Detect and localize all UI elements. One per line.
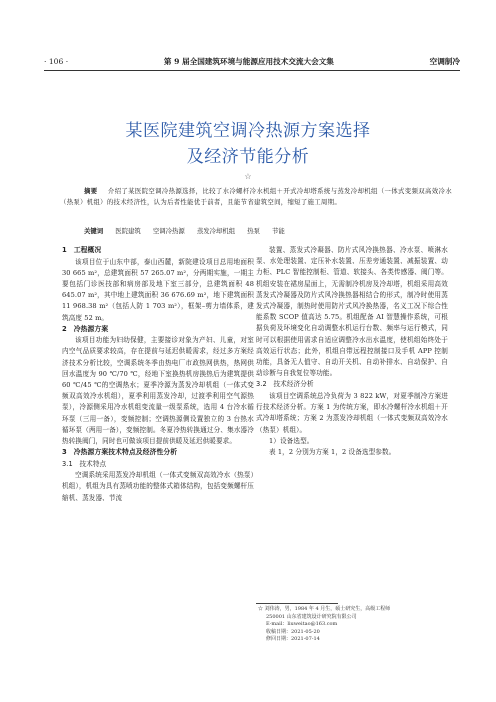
- footnote-author: ☆ 刘伟涛，男，1984 年 4 月生，硕士研究生，高级工程师: [258, 606, 391, 612]
- section-2-heading: 2 冷热源方案: [62, 324, 109, 333]
- keyword: 节能: [272, 227, 285, 235]
- section-name: 空调制冷: [429, 56, 460, 66]
- keyword: 医院建筑: [115, 227, 141, 235]
- right-column: [256, 245, 448, 458]
- section-1-paragraph: 该项目位于山东中部，泰山西麓，新院建设项目总用地面积 30 665 m²，总建筑面积 57 265.07 m²，分两期实施，一期主要包括门诊医技部和病房部及地下室三部分，总建筑面积 48 645.07 m²，其中地上建筑面积 36 676.69 m²，地下建筑面积 11 968.38 m²（包括人防 1 703 m²），框架–剪力墙体系，建筑高度 52 m。: [62, 257, 254, 322]
- footnote-rule: [256, 603, 338, 604]
- section-3-2-item: 1）设备选型。: [269, 436, 314, 445]
- abstract-label: 摘要: [84, 187, 98, 195]
- section-3-2-table-ref: 表 1，2 分别为方案 1，2 设备选型参数。: [269, 447, 396, 456]
- section-1-heading: 1 工程概况: [62, 246, 102, 254]
- footnote-received-date: 收稿日期：2021-05-20: [266, 628, 320, 635]
- header-rule: [44, 70, 460, 71]
- article-title-line1: 某医院建筑空调冷热源方案选择: [125, 121, 371, 141]
- section-3-2-paragraph: 该项目空调系统总冷负荷为 3 822 kW，对夏季制冷方案进行技术经济分析。方案 1 为传统方案，即水冷螺杆冷水机组＋开式冷却塔系统；方案 2 为蒸发冷却机组（一体式变频双高效冷水（热泵）机组）。: [256, 391, 448, 434]
- abstract: [60, 186, 452, 208]
- section-3-1-heading: 3.1 技术特点: [62, 459, 107, 468]
- footnote-email: E-mail：liuweitao@163.com: [266, 621, 338, 628]
- footnote-revised-date: 修回日期：2021-07-14: [266, 636, 320, 643]
- author-footnote: [258, 606, 458, 644]
- author-star-mark: ☆: [244, 172, 252, 181]
- running-header: [44, 54, 460, 68]
- article-title-line2: 及经济节能分析: [186, 147, 310, 167]
- section-3-heading: 3 冷热源方案技术特点及经济性分析: [62, 448, 178, 457]
- page-number: · 106 ·: [44, 56, 69, 66]
- section-3-1-paragraph: 空调系统采用蒸发冷却机组（一体式变频双高效冷水（热泵）机组），机组为具有蒸喷功能的整体式箱体结构，包括变频螺杆压缩机、蒸发器、节流: [62, 471, 254, 502]
- keyword: 蒸发冷却机组: [196, 227, 236, 235]
- conference-title: 第 9 届全国建筑环境与能源应用技术交流大会文集: [163, 56, 334, 66]
- abstract-text: 介绍了某医院空调冷热源选择，比较了水冷螺杆冷水机组＋开式冷却塔系统与蒸发冷却机组（一体式变频双高效冷水（热泵）机组）的技术经济性，认为后者性能优于前者，且能节省建筑空间，缩短了施工周期。: [60, 187, 452, 206]
- keyword: 热泵: [247, 227, 260, 235]
- section-3-1-continued: 装置、蒸发式冷凝器、防片式风冷换热器、冷水泵、喷淋水泵、水处理装置、定压补水装置、压差旁通装置、减振装置、动力柜、PLC 智能控制柜、管道、软接头、各类传感器、阀门等。机组安装在裙房屋面上，无需制冷机房及冷却塔，机组采用高效蒸发式冷凝器及防片式风冷换热器相结合的形式，制冷时使用蒸发式冷凝器，制热时使用防片式风冷换热器，名义工况下综合性能系数 SCOP 值高达 5.75。机组配备 AI 智慧操作系统，可根据负荷及环境变化自动调整水机运行台数、频率与运行模式，同时可以根据使用需求自适应调整冷水出水温度，使机组始终处于高效运行状态；此外，机组自带远程控制接口及手机 APP 控制功能，具备无人值守、自动开关机、自动补排水、自动保护、自动诊断与自我复位等功能。: [256, 246, 448, 378]
- keywords-label: 关键词: [84, 227, 104, 235]
- footnote-affiliation: 250001 山东省建筑设计研究院有限公司: [266, 613, 357, 620]
- keywords: [84, 226, 452, 237]
- left-column: [62, 245, 254, 504]
- section-3-2-heading: 3.2 技术经济分析: [256, 380, 314, 389]
- keyword: 空调冷热源: [152, 227, 185, 235]
- section-2-paragraph: 该项目功能为妇幼保健，主要接诊对象为产妇、儿童，对室内空气品质要求较高，存在提前与延迟供暖需求，经过多方案经济技术分析比较，空调系统冬季由热电厂市政热网供热，热网供回水温度为 90 ℃/70 ℃，经地下室换热机房换热后为建筑提供 60 ℃/45 ℃的空调热水；夏季冷源为蒸发冷却机组（一体式变频双高效冷水机组），夏季利用蒸发冷却，过渡季利用空气源热泵），冷源侧采用冷水机组变流量一级泵系统，选用 4 台冷水循环泵（三用一备），变频控制；空调热源侧设置独立的 3 台热水循环泵（两用一备），变频控制。冬夏冷热转换通过分、集水器冷热转换阀门，同时也可做该项目提前供暖及延迟供暖要求。: [62, 336, 254, 446]
